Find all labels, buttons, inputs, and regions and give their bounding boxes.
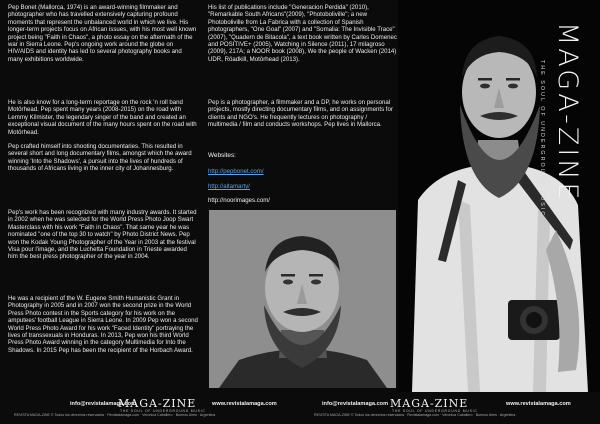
website-link-noor[interactable]: http://noorimages.com/ (208, 197, 270, 204)
website-link-altamar[interactable]: http://altamarty/ (208, 183, 250, 190)
bearded-man-photo-icon (209, 210, 396, 388)
footer-website[interactable]: www.revistalamaga.com (212, 401, 277, 407)
magazine-title-vertical: MAGA-ZINE (552, 22, 583, 203)
footer-logo: MAGA-ZINE (118, 397, 197, 410)
footer-tagline: THE SOUL OF UNDERGROUND MUSIC (120, 409, 206, 413)
bio-paragraph-3: Pep crafted himself into shooting documentaries. This resulted in several short and long documentary films, amongst which the award winning 'Into the Shadows', a pursuit into the lives of hundreds of thousands of Africans living in the inner city of Johannesburg. (8, 143, 192, 173)
footer-left (0, 397, 300, 424)
footer-email[interactable]: info@revistalamaga.com (70, 401, 137, 407)
footer-legal: REVISTA MAGA-ZINE © Todos los derechos reservados · Revistalamaga.com · Veronica Caballero · Buenos Aires · Argentina (14, 413, 216, 417)
bio-paragraph-1: Pep Bonet (Mallorca, 1974) is an award-winning filmmaker and photographer who has travelled extensively capturing profound moments that represent the unbalanced world in which we live. His longer-term projects focus on African issues, with his most well known project being "Faith in Chaos", a photo essay on the aftermath of the war in Sierra Leone. Pep's ongoing work around the globe on HIV/AIDS and identity has led to several photography books and many exhibitions worldwide. (8, 4, 197, 63)
about-paragraph: Pep is a photographer, a filmmaker and a DP, he works on personal projects, mostly directing documentary films, and on assignments for clients and NGO's. He frequently lectures on photography / multimedia / film and conducts workshops. Pep lives in Mallorca. (208, 99, 393, 129)
publications-paragraph: His list of publications include "Generacion Perdida" (2010), "Remarkable South Africans"(2009), "Photoboliville"; a new Photoboliville from La Fabrica with a collection of Spanish photographers, "One Goal" (2007) and "Somalia: The Invisible Trace" (2007), "Quadern de Bitacola", a text book written by Carles Domenec and POSITIVE+ (2005), Watching in Silence (2011), 17 milagroso (2009), 217A; a NOOR book (2008), We the people of Wacken (2014) UDR, Röadkill, Motörhead (2013). (208, 4, 397, 63)
bio-paragraph-4: Pep's work has been recognized with many industry awards. It started in 2002 when he was selected for the World Press Photo Joop Swart Masterclass with his work "Faith in Chaos". That same year he was nominated "one of the top 30 to watch" by Photo District News. Pep won the Kodak Young Photographer of the Year in 2003 at the festival Visa pour l'image, and the Luchetta Foundation in Trieste awarded him the best press photographer of the year in 2004. (8, 209, 197, 261)
footer-website[interactable]: www.revistalamaga.com (506, 401, 571, 407)
footer-legal: REVISTA MAGA-ZINE © Todos los derechos reservados · Revistalamaga.com · Veronica Caballero · Buenos Aires · Argentina (314, 413, 516, 417)
footer-logo: MAGA-ZINE (390, 397, 469, 410)
bio-paragraph-2: He is also know for a long-term reportage on the rock 'n roll band Motörhead. Pep spent many years (2008-2015) on the road with Lemmy Kilmister, the legendary singer of the band and created an exceptional visual document of the many hours spent on the road with Motörhead. (8, 99, 197, 136)
footer-email[interactable]: info@revistalamaga.com (322, 401, 389, 407)
magazine-subtitle-vertical: THE SOUL OF UNDERGROUND MUSIC (539, 60, 545, 218)
portrait-small-photo (209, 210, 396, 388)
websites-label: Websites: (208, 152, 236, 159)
footer-tagline: THE SOUL OF UNDERGROUND MUSIC (392, 409, 478, 413)
website-link-pepbonet[interactable]: http://pepbonet.com/ (208, 168, 264, 175)
footer-right (300, 397, 600, 424)
bio-paragraph-5: He was a recipient of the W. Eugene Smith Humanistic Grant in Photography in 2005 and in 2007 won the second prize in the World Press Photo contest in the Sports category for his work on the amputees' football League in Sierra Leone. In 2009 Pep won a second World Press Photo Award for his work "Faced Identity" portraying the lives of transsexuals in Honduras. In 2013, Pep won his third World Press Photo Award winning in the category Multimedia for Into the Shadows. In 2015 Pep has been the recipient of the Horbach Award. (8, 295, 198, 354)
